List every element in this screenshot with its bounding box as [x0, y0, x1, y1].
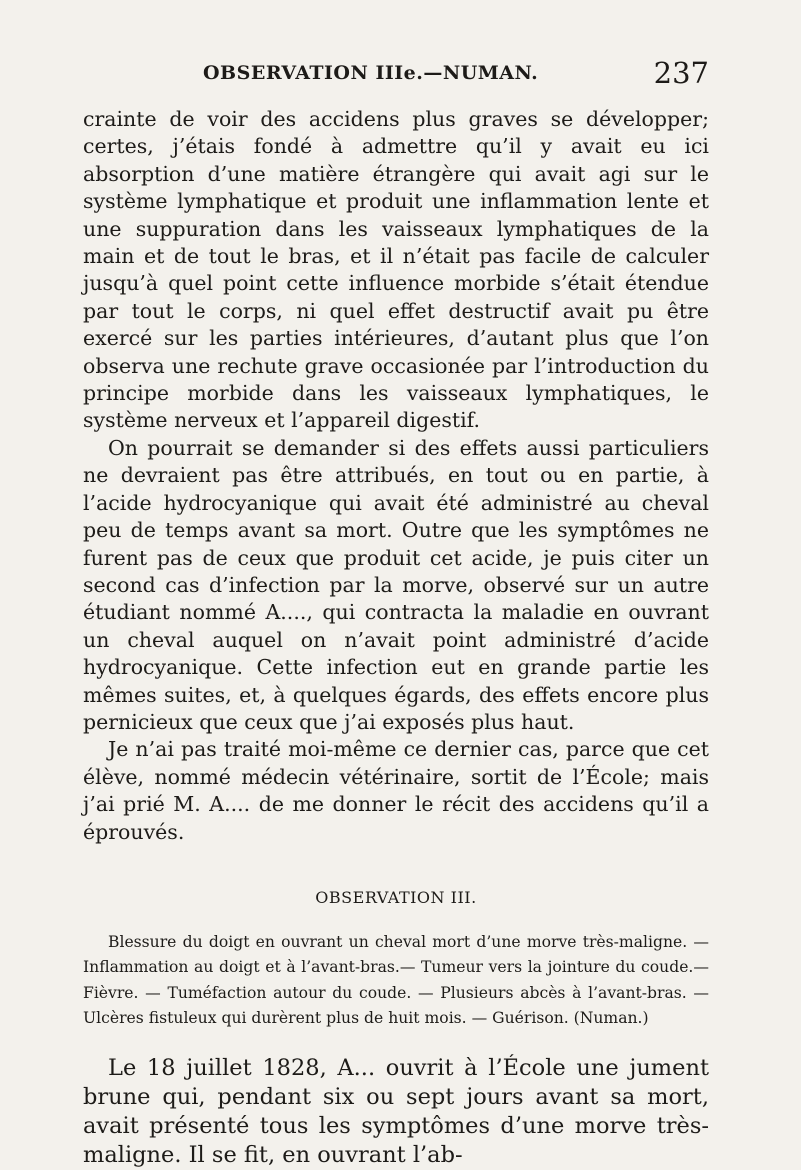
paragraph-hydrocyanic: On pourrait se demander si des effets aussi particuliers ne devraient pas être attribués, en tout ou en partie, à l’acide hydrocyanique qui avait été administré au cheval peu de temps avant sa mort. Outre que les symptômes ne furent pas de ceux que produit cet acide, je puis citer un second cas d’infection par la morve, observé sur un autre étudiant nommé A...., qui contracta la maladie en ouvrant un cheval auquel on n’avait point administré d’acide hydrocyanique. Cette infection eut en grande partie les mêmes suites, et, à quelques égards, des effets encore plus pernicieux que ceux que j’ai exposés plus haut.: [83, 435, 709, 734]
case-opening-paragraph: Le 18 juillet 1828, A... ouvrit à l’École une jument brune qui, pendant six ou sept jours avant sa mort, avait présenté tous les symptômes d’une morve très-maligne. Il se fit, en ouvrant l’ab-: [83, 1054, 709, 1168]
paragraph-continuation: crainte de voir des accidens plus graves se développer; certes, j’étais fondé à admettre qu’il y avait eu ici absorption d’une matière étrangère qui avait agi sur le système lymphatique et produit une inflammation lente et une suppuration dans les vaisseaux lymphatiques de la main et de tout le bras, et il n’était pas facile de calculer jusqu’à quel point cette influence morbide s’était étendue par tout le corps, ni quel effet destructif avait pu être exercé sur les parties intérieures, d’autant plus que l’on observa une rechute grave occasionée par l’introduction du principe morbide dans les vaisseaux lymphatiques, le système nerveux et l’appareil digestif.: [83, 107, 709, 433]
case-summary: Blessure du doigt en ouvrant un cheval mort d’une morve très-maligne. —Inflammation au doigt et à l’avant-bras.— Tumeur vers la jointure du coude.— Fièvre. — Tuméfaction autour du coude. — Plusieurs abcès à l’avant-bras. — Ulcères fistuleux qui durèrent plus de huit mois. — Guérison. (Numan.): [83, 932, 709, 1028]
body-text: [83, 106, 709, 846]
running-head: [83, 56, 709, 100]
page-number: 237: [653, 56, 709, 90]
paragraph-second-case: Je n’ai pas traité moi-même ce dernier cas, parce que cet élève, nommé médecin vétérinaire, sortit de l’École; mais j’ai prié M. A.... de me donner le récit des accidens qu’il a éprouvés.: [83, 737, 709, 844]
running-title: OBSERVATION IIIe.—NUMAN.: [203, 62, 539, 84]
book-page: [83, 56, 709, 1170]
section-heading: OBSERVATION III.: [315, 887, 477, 907]
